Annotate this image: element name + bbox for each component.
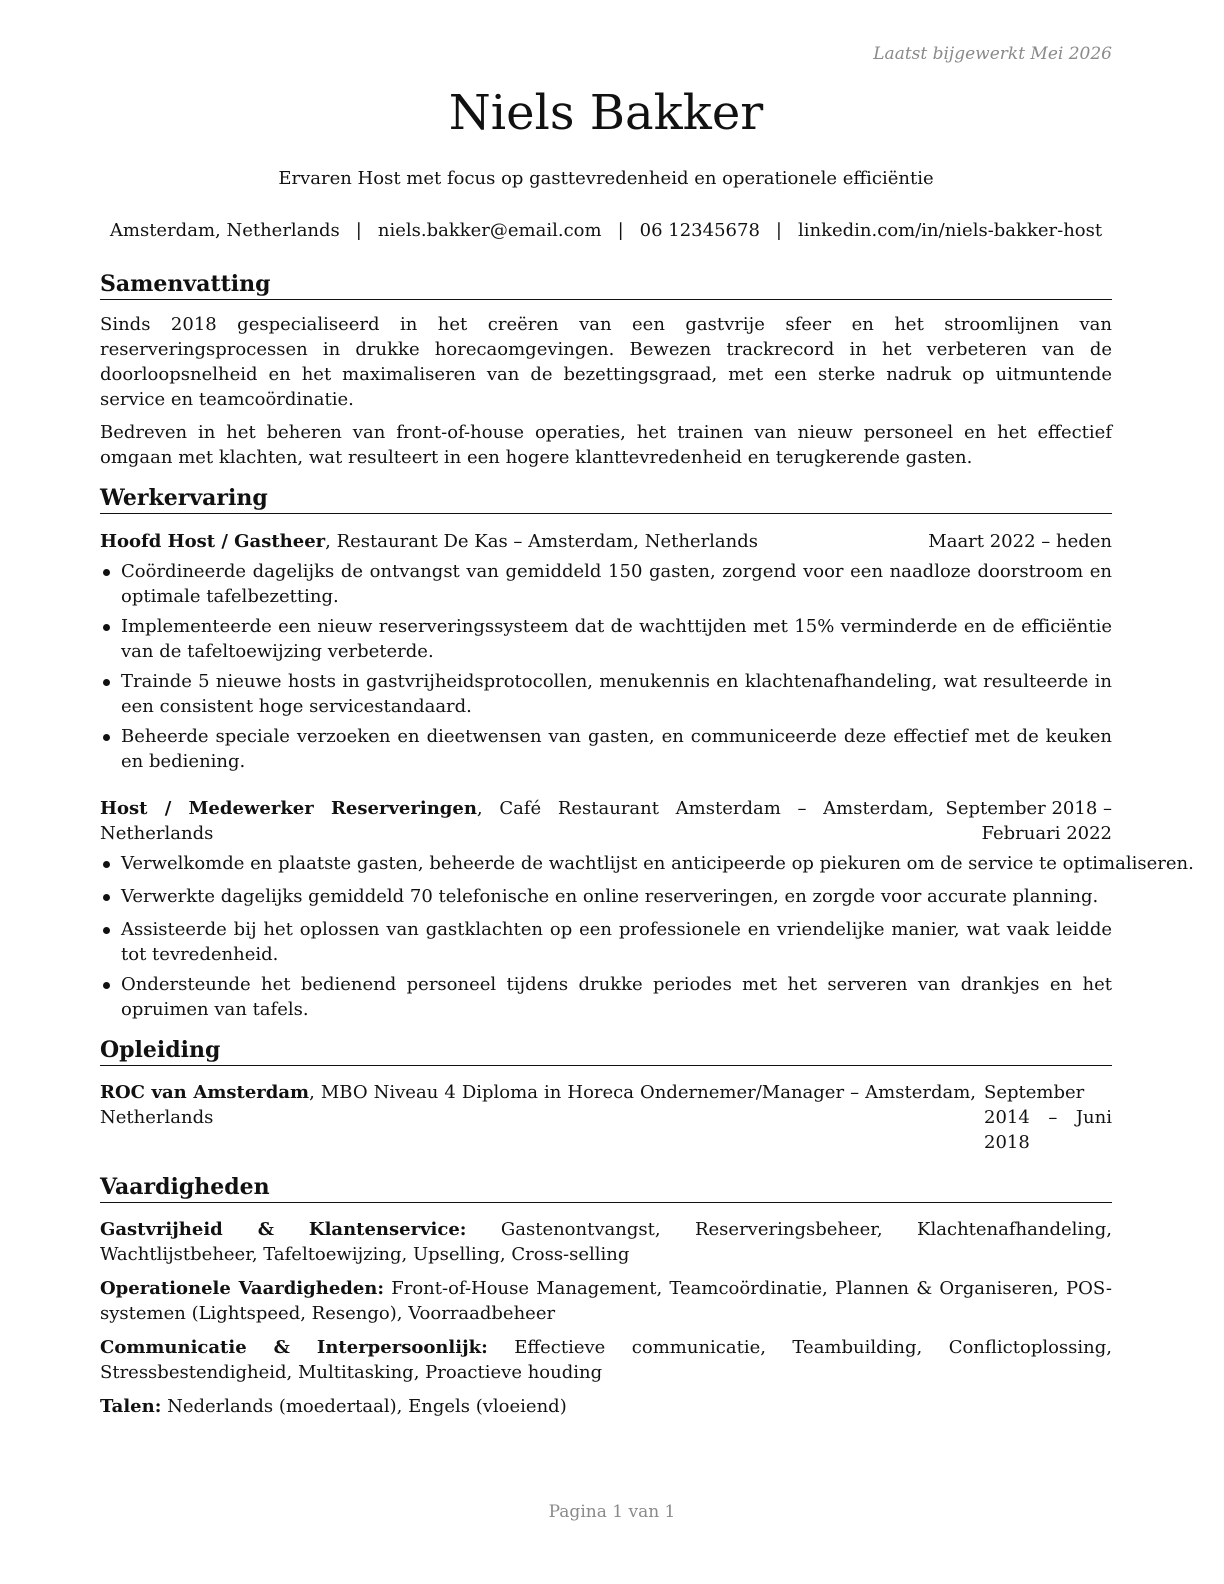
- degree: , MBO Niveau 4 Diploma in Horeca Ondernemer/Manager – Amsterdam, Netherlands: [100, 1082, 976, 1128]
- education-title-line: [100, 1080, 984, 1130]
- skill-group: [100, 1276, 1112, 1326]
- summary-section: [100, 270, 1112, 470]
- list-item: Verwelkomde en plaatste gasten, beheerde de wachtlijst en anticipeerde op piekuren om de service te optimaliseren.: [100, 851, 1112, 876]
- skill-items: Gastenontvangst, Reserveringsbeheer, Klachtenafhandeling, Wachtlijstbeheer, Tafeltoewijzing, Upselling, Cross-selling: [100, 1219, 1112, 1265]
- list-item: Ondersteunde het bedienend personeel tijdens drukke periodes met het serveren van drankjes en het opruimen van tafels.: [100, 972, 1112, 1022]
- education-dates: September 2014 – Juni 2018: [984, 1082, 1112, 1153]
- job-title-line: [100, 529, 928, 554]
- job-title: Host / Medewerker Reserveringen: [100, 798, 477, 819]
- contact-email[interactable]: niels.bakker@email.com: [377, 220, 602, 241]
- contact-line: [100, 219, 1112, 243]
- contact-linkedin[interactable]: linkedin.com/in/niels-bakker-host: [797, 220, 1103, 241]
- section-heading: Opleiding: [100, 1036, 1112, 1066]
- skills-section: [100, 1173, 1112, 1419]
- job-dates: Maart 2022 – heden: [928, 531, 1112, 552]
- skill-label: Communicatie & Interpersoonlijk:: [100, 1337, 488, 1358]
- experience-section: [100, 484, 1194, 1022]
- resume-content: [100, 270, 1194, 1433]
- contact-separator: |: [775, 220, 782, 241]
- skill-group: [100, 1335, 1112, 1385]
- list-item: Coördineerde dagelijks de ontvangst van gemiddeld 150 gasten, zorgend voor een naadloze doorstroom en optimale tafelbezetting.: [100, 559, 1112, 609]
- job-title-line: [100, 796, 942, 846]
- job-employer: , Café Restaurant Amsterdam – Amsterdam, Netherlands: [100, 798, 934, 844]
- summary-paragraph: Sinds 2018 gespecialiseerd in het creëren van een gastvrije sfeer en het stroomlijnen van reserveringsprocessen in drukke horecaomgevingen. Bewezen trackrecord in het verbeteren van de doorloopsnelheid en het maximaliseren van de bezettingsgraad, met een sterke nadruk op uitmuntende service en teamcoördinatie.: [100, 314, 1112, 410]
- education-entry: [100, 1080, 1112, 1155]
- tagline: Ervaren Host met focus op gasttevredenheid en operationele efficiëntie: [278, 168, 934, 189]
- skill-items: Front-of-House Management, Teamcoördinatie, Plannen & Organiseren, POS-systemen (Lightspeed, Resengo), Voorraadbeheer: [100, 1278, 1112, 1324]
- page-number: Pagina 1 van 1: [548, 1502, 676, 1522]
- job-dates: September 2018 – Februari 2022: [945, 798, 1112, 844]
- resume-page: [100, 0, 1194, 1584]
- candidate-name: Niels Bakker: [448, 85, 764, 141]
- list-item: Implementeerde een nieuw reserveringssysteem dat de wachttijden met 15% verminderde en de efficiëntie van de tafeltoewijzing verbeterde.: [100, 614, 1112, 664]
- job-bullets: [100, 851, 1194, 1022]
- job-header: [100, 796, 1112, 846]
- contact-separator: |: [617, 220, 624, 241]
- job-header: [100, 529, 1112, 554]
- list-item: Trainde 5 nieuwe hosts in gastvrijheidsprotocollen, menukennis en klachtenafhandeling, wat resulteerde in een consistent hoge servicestandaard.: [100, 669, 1112, 719]
- education-section: [100, 1036, 1112, 1155]
- section-heading: Samenvatting: [100, 270, 1112, 300]
- skill-group: [100, 1394, 1112, 1419]
- contact-location: Amsterdam, Netherlands: [109, 220, 340, 241]
- skill-items: Nederlands (moedertaal), Engels (vloeiend): [161, 1396, 567, 1417]
- job-title: Hoofd Host / Gastheer: [100, 531, 326, 552]
- skill-items: Effectieve communicatie, Teambuilding, Conflictoplossing, Stressbestendigheid, Multitasking, Proactieve houding: [100, 1337, 1113, 1383]
- job-bullets: [100, 559, 1112, 774]
- section-heading: Vaardigheden: [100, 1173, 1112, 1203]
- section-heading: Werkervaring: [100, 484, 1112, 514]
- list-item: Verwerkte dagelijks gemiddeld 70 telefonische en online reserveringen, en zorgde voor accurate planning.: [100, 884, 1112, 909]
- contact-separator: |: [355, 220, 362, 241]
- contact-phone: 06 12345678: [639, 220, 760, 241]
- job-employer: , Restaurant De Kas – Amsterdam, Netherlands: [325, 531, 759, 552]
- list-item: Beheerde speciale verzoeken en dieetwensen van gasten, en communiceerde deze effectief met de keuken en bediening.: [100, 724, 1112, 774]
- skill-group: [100, 1217, 1112, 1267]
- summary-paragraph: Bedreven in het beheren van front-of-house operaties, het trainen van nieuw personeel en het effectief omgaan met klachten, wat resulteert in een hogere klanttevredenheid en terugkerende gasten.: [100, 422, 1112, 468]
- skill-label: Operationele Vaardigheden:: [100, 1278, 385, 1299]
- list-item: Assisteerde bij het oplossen van gastklachten op een professionele en vriendelijke manier, wat vaak leidde tot tevredenheid.: [100, 917, 1112, 967]
- school-name: ROC van Amsterdam: [100, 1082, 310, 1103]
- skill-label: Gastvrijheid & Klantenservice:: [100, 1219, 467, 1240]
- skill-label: Talen:: [100, 1396, 162, 1417]
- last-updated: Laatst bijgewerkt Mei 2026: [873, 44, 1112, 64]
